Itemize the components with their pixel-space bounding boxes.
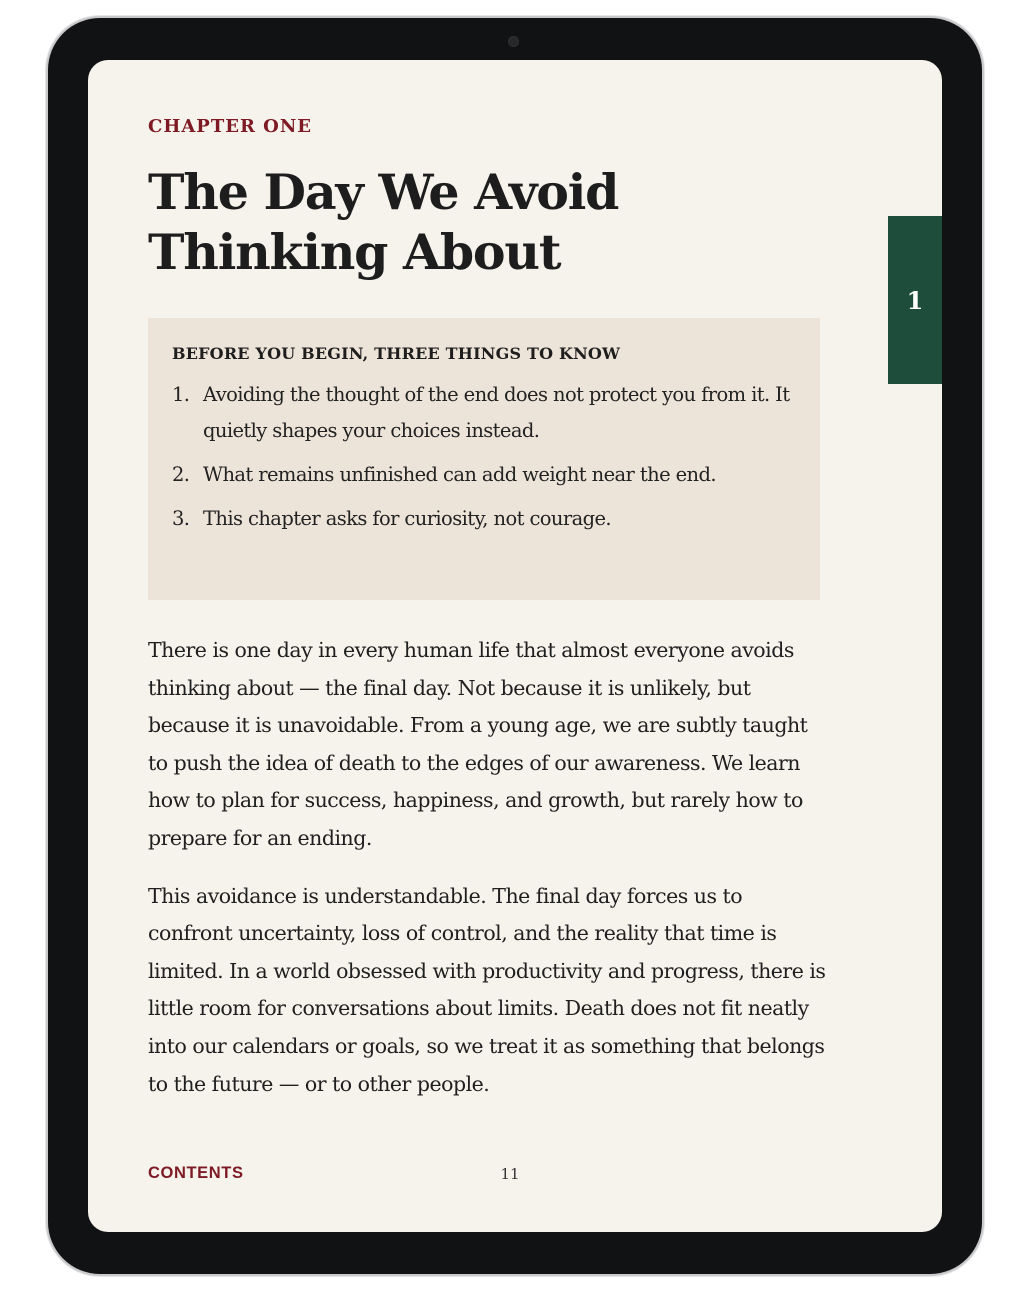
contents-link[interactable]: CONTENTS [148, 1164, 244, 1182]
chapter-tab[interactable] [888, 216, 942, 384]
callout-item [172, 501, 796, 537]
body-paragraph: This avoidance is understandable. The final day forces us to confront uncertainty, loss of control, and the reality that time is limited. In a world obsessed with productivity and progress, there is little room for conversations about limits. Death does not fit neatly into our calendars or goals, so we treat it as something that belongs to the future — or to other people. [148, 883, 826, 1096]
callout-item [172, 457, 796, 493]
chapter-title: The Day We Avoid Thinking About [148, 163, 619, 281]
front-camera [508, 36, 519, 47]
callout-item-text: What remains unfinished can add weight near the end. [203, 463, 716, 486]
body-paragraph: There is one day in every human life that almost everyone avoids thinking about — the final day. Not because it is unlikely, but because it is unavoidable. From a young age, we are subtly taught to push the idea of death to the edges of our awareness. We learn how to plan for success, happiness, and growth, but rarely how to prepare for an ending. [148, 638, 808, 850]
callout-item-number: 3. [172, 507, 190, 530]
callout-item [172, 377, 796, 449]
callout-list [172, 377, 796, 537]
chapter-label: CHAPTER ONE [148, 116, 313, 137]
callout-item-text: Avoiding the thought of the end does not protect you from it. It quietly shapes your choices instead. [203, 383, 790, 442]
page-number: 11 [500, 1165, 520, 1183]
tablet-device [48, 18, 982, 1274]
callout-item-text: This chapter asks for curiosity, not courage. [203, 507, 612, 530]
reader-screen[interactable] [88, 60, 942, 1232]
callout-box [148, 318, 820, 600]
callout-item-number: 1. [172, 383, 190, 406]
callout-heading: BEFORE YOU BEGIN, THREE THINGS TO KNOW [172, 344, 621, 363]
callout-item-number: 2. [172, 463, 190, 486]
chapter-tab-number: 1 [906, 285, 924, 315]
chapter-body [148, 632, 828, 1123]
